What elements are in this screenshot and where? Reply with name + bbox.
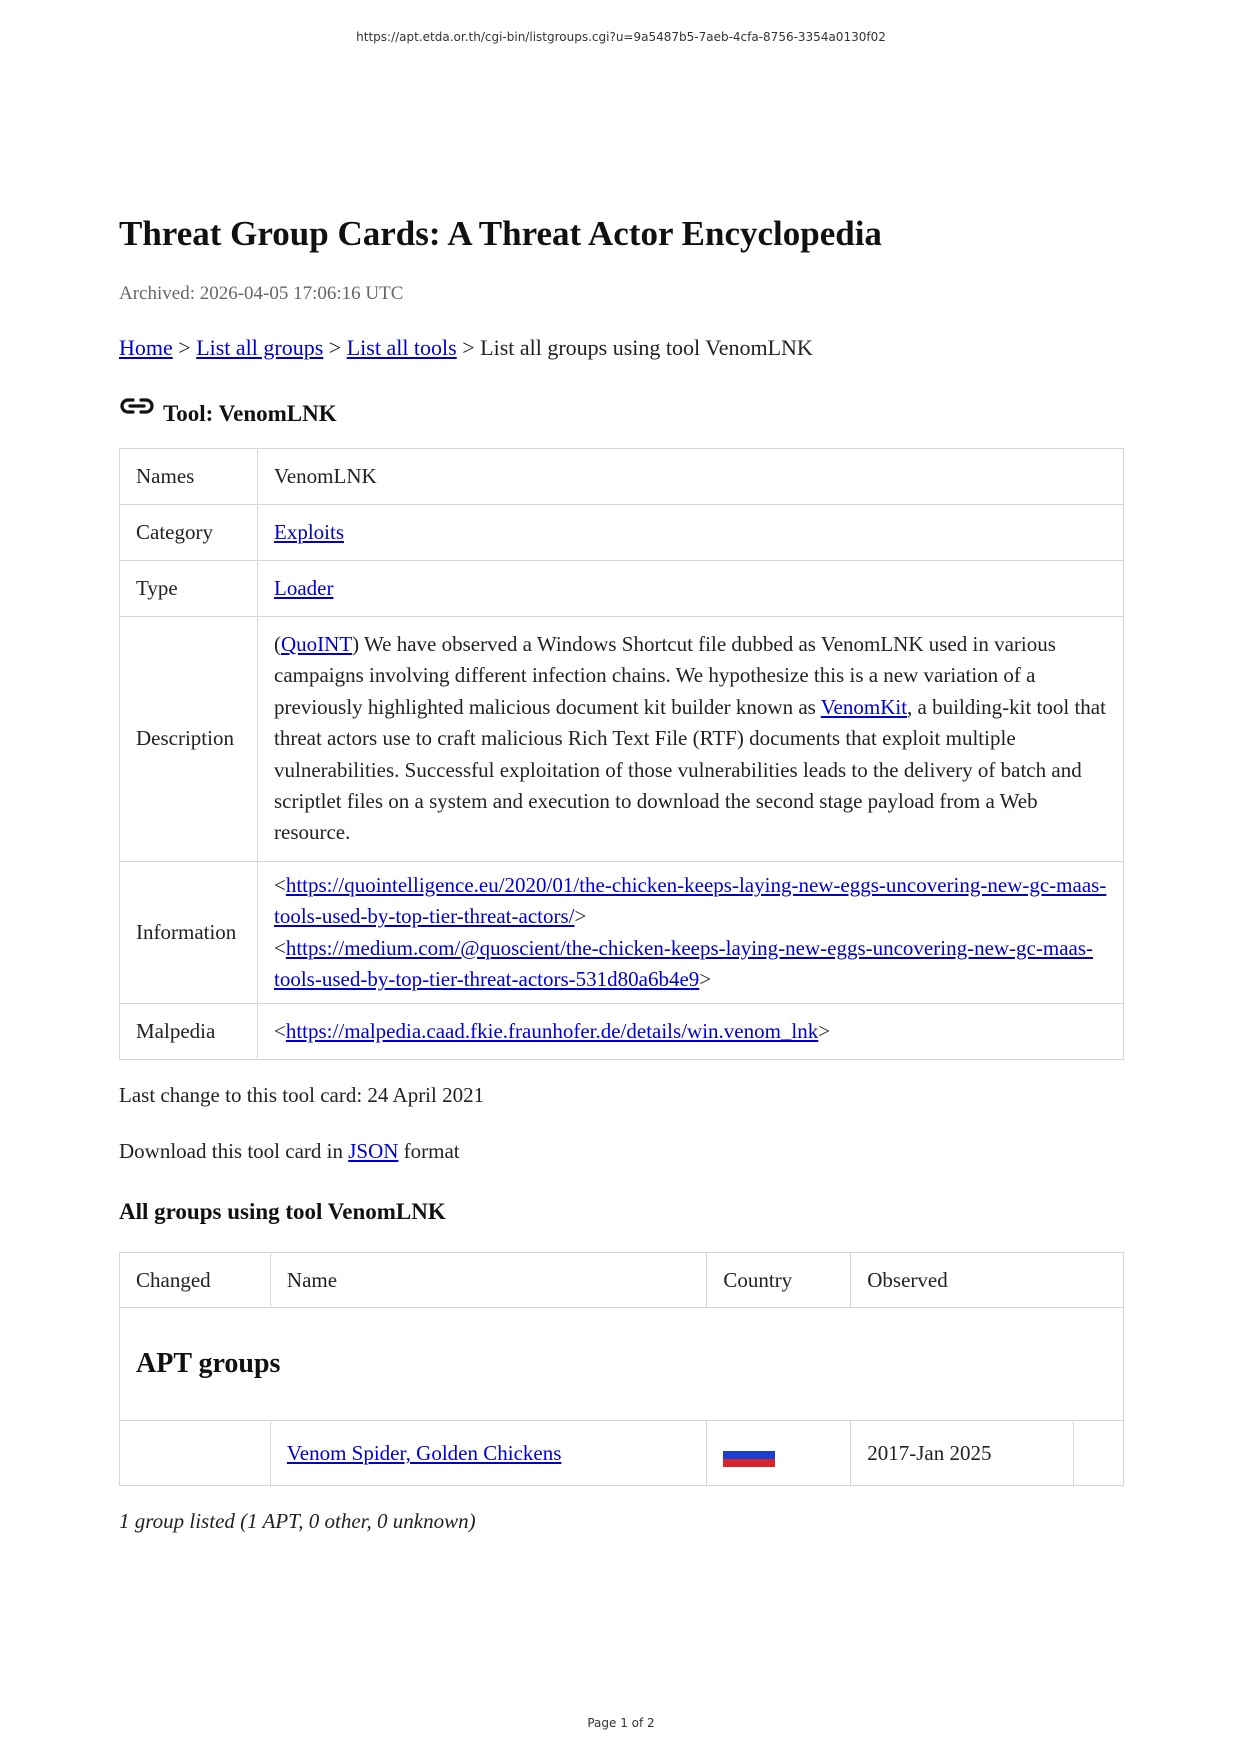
tool-info-table xyxy=(119,448,1124,1060)
information-link-quointelligence[interactable]: https://quointelligence.eu/2020/01/the-chicken-keeps-laying-new-eggs-uncovering-new-gc-maas-tools-used-by-top-tier-threat-actors/ xyxy=(274,872,1107,929)
information-link-medium[interactable]: https://medium.com/@quoscient/the-chicken-keeps-laying-new-eggs-uncovering-new-gc-maas-tools-used-by-top-tier-threat-actors-531d80a6b4e9 xyxy=(274,935,1094,992)
column-header-changed[interactable]: Changed xyxy=(120,1253,271,1308)
download-line xyxy=(119,1136,1124,1166)
page-url-header: https://apt.etda.or.th/cgi-bin/listgroups.cgi?u=9a5487b5-7aeb-4cfa-8756-3354a0130f02 xyxy=(356,30,886,44)
malpedia-link[interactable]: https://malpedia.caad.fkie.fraunhofer.de/details/win.venom_lnk xyxy=(285,1019,819,1044)
download-suffix: format xyxy=(398,1139,460,1164)
angle-open: < xyxy=(274,935,286,960)
download-prefix: Download this tool card in xyxy=(119,1139,349,1164)
table-row xyxy=(120,449,1124,505)
section-row xyxy=(120,1308,1124,1421)
link-icon xyxy=(119,393,155,419)
angle-open: < xyxy=(274,872,286,897)
breadcrumb-separator: > xyxy=(323,335,347,360)
table-row xyxy=(120,1004,1124,1060)
category-exploits-link[interactable]: Exploits xyxy=(274,520,345,544)
information-link-item xyxy=(274,933,1107,996)
type-label: Type xyxy=(120,561,258,617)
description-value xyxy=(258,617,1124,862)
table-row xyxy=(120,1421,1124,1486)
group-link-venom-spider[interactable]: Venom Spider, Golden Chickens xyxy=(286,1440,562,1465)
tool-heading-text: Tool: VenomLNK xyxy=(163,401,337,426)
information-label: Information xyxy=(120,861,258,1004)
table-row xyxy=(120,561,1124,617)
changed-cell xyxy=(120,1421,271,1486)
description-source-link[interactable]: QuoINT xyxy=(281,632,353,656)
information-value xyxy=(258,861,1124,1004)
tool-heading xyxy=(119,393,1124,427)
table-row xyxy=(120,617,1124,862)
section-title-apt-groups: APT groups xyxy=(120,1308,1124,1421)
description-text-part1: ) We have observed a Windows Shortcut file dubbed as VenomLNK used in various campaigns involving different infection chains. We hypothesize this is a new variation of a previously highlighted malicious document kit builder known as xyxy=(274,632,1056,719)
angle-close: > xyxy=(818,1019,831,1044)
country-cell xyxy=(707,1421,851,1486)
breadcrumb-all-tools-link[interactable]: List all tools xyxy=(346,335,457,360)
groups-table xyxy=(119,1252,1124,1486)
breadcrumb-separator: > xyxy=(456,335,481,360)
groups-summary: 1 group listed (1 APT, 0 other, 0 unknown) xyxy=(119,1509,476,1534)
observed-cell: 2017-Jan 2025 xyxy=(851,1421,1074,1486)
breadcrumb xyxy=(119,333,1124,363)
angle-open: < xyxy=(274,1019,286,1044)
category-value xyxy=(258,505,1124,561)
table-row xyxy=(120,861,1124,1004)
table-row xyxy=(120,505,1124,561)
description-text-part2: , a building-kit tool that threat actors use to craft malicious Rich Text File (RTF) documents that exploit multiple vulnerabilities. Successful exploitation of those vulnerabilities leads to the delivery of batch and scriptlet files on a system and execution to download the second stage payload from a Web resource. xyxy=(274,694,1106,845)
names-label: Names xyxy=(120,449,258,505)
names-value: VenomLNK xyxy=(258,449,1124,505)
groups-heading: All groups using tool VenomLNK xyxy=(119,1199,446,1225)
malpedia-label: Malpedia xyxy=(120,1004,258,1060)
information-link-item xyxy=(274,870,1107,933)
breadcrumb-home-link[interactable]: Home xyxy=(119,335,173,360)
main-content xyxy=(119,208,1124,1534)
page-number-footer: Page 1 of 2 xyxy=(587,1716,655,1730)
breadcrumb-separator: > xyxy=(172,335,197,360)
extra-cell xyxy=(1074,1421,1124,1486)
json-download-link[interactable]: JSON xyxy=(348,1139,399,1164)
angle-close: > xyxy=(574,904,587,929)
column-header-country[interactable]: Country xyxy=(707,1253,851,1308)
category-label: Category xyxy=(120,505,258,561)
table-header-row xyxy=(120,1253,1124,1308)
venomkit-link[interactable]: VenomKit xyxy=(820,694,908,719)
type-loader-link[interactable]: Loader xyxy=(274,576,334,600)
breadcrumb-current: List all groups using tool VenomLNK xyxy=(480,335,813,360)
description-open-paren: ( xyxy=(274,632,281,656)
type-value xyxy=(258,561,1124,617)
malpedia-value xyxy=(258,1004,1124,1060)
page-title: Threat Group Cards: A Threat Actor Encyclopedia xyxy=(119,214,882,253)
last-change-text: Last change to this tool card: 24 April 2021 xyxy=(119,1083,485,1108)
description-label: Description xyxy=(120,617,258,862)
archived-timestamp: Archived: 2026-04-05 17:06:16 UTC xyxy=(119,283,404,304)
angle-close: > xyxy=(699,967,712,992)
column-header-name[interactable]: Name xyxy=(270,1253,706,1308)
name-cell xyxy=(270,1421,706,1486)
column-header-observed[interactable]: Observed xyxy=(851,1253,1124,1308)
russia-flag-icon xyxy=(723,1443,775,1467)
breadcrumb-all-groups-link[interactable]: List all groups xyxy=(196,335,324,360)
